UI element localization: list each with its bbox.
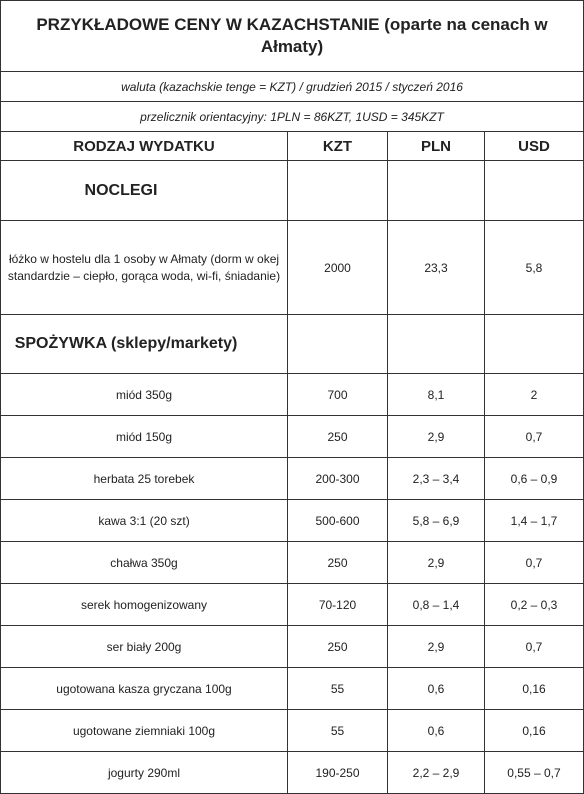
- pln-cell: 2,9: [388, 626, 485, 668]
- currency-info: waluta (kazachskie tenge = KZT) / grudzień 2015 / styczeń 2016: [1, 72, 584, 102]
- table-row: [1, 710, 584, 752]
- section-empty-cell: [388, 161, 485, 221]
- kzt-cell: 2000: [288, 221, 388, 315]
- item-cell: chałwa 350g: [1, 542, 288, 584]
- kzt-cell: 500-600: [288, 500, 388, 542]
- pln-cell: 8,1: [388, 374, 485, 416]
- pln-cell: 5,8 – 6,9: [388, 500, 485, 542]
- pln-cell: 2,9: [388, 416, 485, 458]
- table-row: [1, 500, 584, 542]
- kzt-cell: 55: [288, 710, 388, 752]
- pln-cell: 0,6: [388, 710, 485, 752]
- usd-cell: 0,55 – 0,7: [485, 752, 584, 794]
- table-row: [1, 458, 584, 500]
- section-empty-cell: [288, 315, 388, 374]
- usd-cell: 0,2 – 0,3: [485, 584, 584, 626]
- table-row: [1, 416, 584, 458]
- item-cell: herbata 25 torebek: [1, 458, 288, 500]
- item-cell: ugotowane ziemniaki 100g: [1, 710, 288, 752]
- usd-cell: 2: [485, 374, 584, 416]
- table-row: [1, 584, 584, 626]
- section-empty-cell: [288, 161, 388, 221]
- section-empty-cell: [485, 161, 584, 221]
- table-row: [1, 626, 584, 668]
- usd-cell: 0,7: [485, 626, 584, 668]
- table-row: [1, 374, 584, 416]
- section-title: SPOŻYWKA (sklepy/markety): [1, 315, 288, 374]
- kzt-cell: 700: [288, 374, 388, 416]
- section-row: [1, 161, 584, 221]
- kzt-cell: 55: [288, 668, 388, 710]
- kzt-cell: 190-250: [288, 752, 388, 794]
- column-header-usd: USD: [485, 132, 584, 161]
- table-row: [1, 752, 584, 794]
- section-row: [1, 315, 584, 374]
- table-row: [1, 668, 584, 710]
- exchange-rate-info: przelicznik orientacyjny: 1PLN = 86KZT, 1USD = 345KZT: [1, 102, 584, 132]
- pln-cell: 2,3 – 3,4: [388, 458, 485, 500]
- pln-cell: 2,2 – 2,9: [388, 752, 485, 794]
- pln-cell: 0,6: [388, 668, 485, 710]
- section-empty-cell: [485, 315, 584, 374]
- usd-cell: 1,4 – 1,7: [485, 500, 584, 542]
- section-empty-cell: [388, 315, 485, 374]
- kzt-cell: 250: [288, 542, 388, 584]
- item-cell: miód 350g: [1, 374, 288, 416]
- item-cell: ugotowana kasza gryczana 100g: [1, 668, 288, 710]
- table-row: [1, 542, 584, 584]
- title-row: [1, 1, 584, 72]
- usd-cell: 0,7: [485, 416, 584, 458]
- kzt-cell: 70-120: [288, 584, 388, 626]
- info-row: [1, 72, 584, 102]
- item-cell: łóżko w hostelu dla 1 osoby w Ałmaty (dorm w okej standardzie – ciepło, gorąca woda, wi-fi, śniadanie): [1, 221, 288, 315]
- item-cell: miód 150g: [1, 416, 288, 458]
- section-title: NOCLEGI: [1, 161, 288, 221]
- usd-cell: 5,8: [485, 221, 584, 315]
- kzt-cell: 200-300: [288, 458, 388, 500]
- usd-cell: 0,16: [485, 668, 584, 710]
- usd-cell: 0,16: [485, 710, 584, 752]
- kzt-cell: 250: [288, 626, 388, 668]
- header-row: [1, 132, 584, 161]
- item-cell: jogurty 290ml: [1, 752, 288, 794]
- column-header-item: RODZAJ WYDATKU: [1, 132, 288, 161]
- item-cell: ser biały 200g: [1, 626, 288, 668]
- column-header-pln: PLN: [388, 132, 485, 161]
- pln-cell: 2,9: [388, 542, 485, 584]
- column-header-kzt: KZT: [288, 132, 388, 161]
- table-row: [1, 221, 584, 315]
- usd-cell: 0,6 – 0,9: [485, 458, 584, 500]
- pln-cell: 0,8 – 1,4: [388, 584, 485, 626]
- table-title: PRZYKŁADOWE CENY W KAZACHSTANIE (oparte na cenach w Ałmaty): [1, 1, 584, 72]
- kzt-cell: 250: [288, 416, 388, 458]
- item-cell: serek homogenizowany: [1, 584, 288, 626]
- usd-cell: 0,7: [485, 542, 584, 584]
- pln-cell: 23,3: [388, 221, 485, 315]
- item-cell: kawa 3:1 (20 szt): [1, 500, 288, 542]
- info-row: [1, 102, 584, 132]
